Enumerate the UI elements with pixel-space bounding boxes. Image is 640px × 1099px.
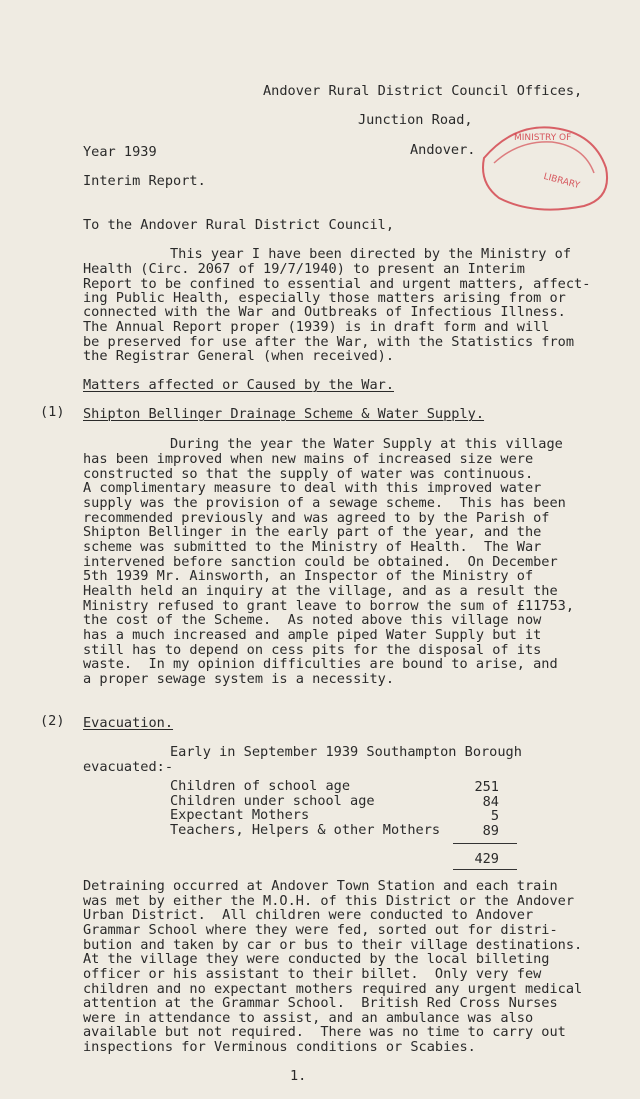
item2-line: available but not required. There was no time to carry out (83, 1024, 566, 1040)
item2-line: inspections for Verminous conditions or Scabies. (83, 1039, 476, 1055)
stamp-text-bottom: LIBRARY (542, 171, 581, 192)
library-stamp (474, 118, 614, 216)
item1-line: still has to depend on cess pits for the disposal of its (83, 642, 542, 658)
evac-row-value: 84 (482, 794, 499, 810)
item2-line: At the village they were conducted by the local billeting (83, 951, 550, 967)
item2-number: (2) (40, 713, 65, 729)
address-road: Junction Road, (358, 112, 473, 128)
item1-line: 5th 1939 Mr. Ainsworth, an Inspector of the Ministry of (83, 568, 534, 584)
item2-intro-line: evacuated:- (83, 759, 174, 775)
address-town: Andover. (410, 142, 476, 158)
item1-line: Health held an inquiry at the village, and as a result the (83, 583, 558, 599)
intro-line: the Registrar General (when received). (83, 348, 394, 364)
item1-heading: Shipton Bellinger Drainage Scheme & Water Supply. (83, 406, 485, 422)
intro-line: ing Public Health, especially those matters arising from or (83, 290, 566, 306)
item1-line: Ministry refused to grant leave to borrow the sum of £11753, (83, 598, 575, 614)
item2-line: children and no expectant mothers required any urgent medical (83, 981, 583, 997)
stamp-icon (474, 118, 614, 216)
item1-line: During the year the Water Supply at this village (170, 436, 563, 452)
report-type: Interim Report. (83, 173, 206, 189)
evac-total: 429 (474, 851, 499, 867)
item2-heading: Evacuation. (83, 715, 174, 731)
intro-line: This year I have been directed by the Ministry of (170, 246, 572, 262)
item1-line: has a much increased and ample piped Water Supply but it (83, 627, 542, 643)
evac-row-label: Expectant Mothers (170, 807, 310, 823)
item1-line: waste. In my opinion difficulties are bound to arise, and (83, 656, 558, 672)
item1-line: intervened before sanction could be obtained. On December (83, 554, 558, 570)
item2-line: Urban District. All children were conducted to Andover (83, 907, 534, 923)
item2-line: Grammar School where they were fed, sorted out for distri- (83, 922, 558, 938)
item2-line: Detraining occurred at Andover Town Station and each train (83, 878, 558, 894)
item1-line: supply was the provision of a sewage scheme. This has been (83, 495, 566, 511)
intro-line: connected with the War and Outbreaks of Infectious Illness. (83, 304, 566, 320)
intro-line: be preserved for use after the War, with the Statistics from (83, 334, 575, 350)
evac-row-label: Teachers, Helpers & other Mothers (170, 822, 441, 838)
evac-row-value: 89 (482, 823, 499, 839)
item2-line: were in attendance to assist, and an ambulance was also (83, 1010, 534, 1026)
stamp-text-top: MINISTRY OF (514, 133, 572, 143)
section-heading: Matters affected or Caused by the War. (83, 377, 394, 393)
evac-row-value: 5 (490, 808, 499, 824)
item1-line: the cost of the Scheme. As noted above this village now (83, 612, 542, 628)
item1-line: a proper sewage system is a necessity. (83, 671, 394, 687)
item1-line: constructed so that the supply of water was continuous. (83, 466, 534, 482)
item2-line: attention at the Grammar School. British Red Cross Nurses (83, 995, 558, 1011)
total-rule-top (453, 843, 517, 844)
intro-line: Report to be confined to essential and urgent matters, affect- (83, 276, 591, 292)
council-offices-address: Andover Rural District Council Offices, (263, 83, 583, 99)
item1-line: Shipton Bellinger in the early part of the year, and the (83, 524, 542, 540)
salutation: To the Andover Rural District Council, (83, 217, 394, 233)
item1-number: (1) (40, 404, 65, 420)
item1-line: A complimentary measure to deal with this improved water (83, 480, 542, 496)
item2-line: bution and taken by car or bus to their village destinations. (83, 937, 583, 953)
item2-line: officer or his assistant to their billet. Only very few (83, 966, 542, 982)
item1-line: recommended previously and was agreed to by the Parish of (83, 510, 550, 526)
total-rule-bottom (453, 869, 517, 870)
item1-line: has been improved when new mains of increased size were (83, 451, 534, 467)
intro-line: Health (Circ. 2067 of 19/7/1940) to present an Interim (83, 261, 525, 277)
page-number: 1. (290, 1068, 307, 1084)
item1-line: scheme was submitted to the Ministry of Health. The War (83, 539, 542, 555)
evac-row-label: Children of school age (170, 778, 351, 794)
report-year: Year 1939 (83, 144, 157, 160)
item2-line: was met by either the M.O.H. of this District or the Andover (83, 893, 575, 909)
intro-line: The Annual Report proper (1939) is in draft form and will (83, 319, 550, 335)
item2-intro-line: Early in September 1939 Southampton Borough (170, 744, 522, 760)
evac-row-label: Children under school age (170, 793, 375, 809)
evac-row-value: 251 (474, 779, 499, 795)
